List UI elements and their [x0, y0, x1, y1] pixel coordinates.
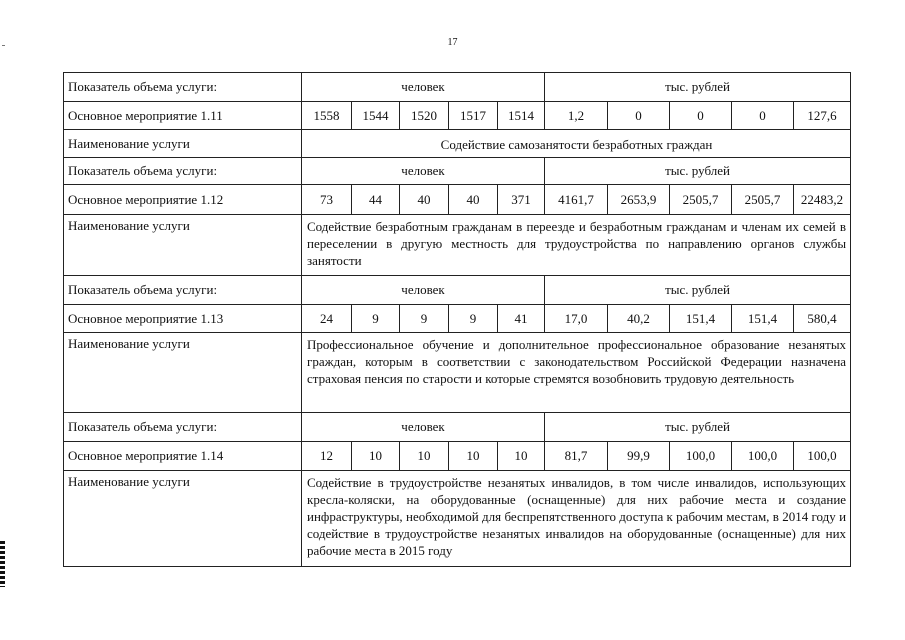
people-value: 10	[400, 442, 449, 471]
money-value: 2505,7	[670, 185, 732, 215]
people-value: 1517	[449, 102, 498, 130]
people-value: 40	[400, 185, 449, 215]
event-label: Основное мероприятие 1.14	[64, 442, 302, 471]
indicator-label: Показатель объема услуги:	[64, 158, 302, 185]
people-value: 40	[449, 185, 498, 215]
service-label: Наименование услуги	[64, 215, 302, 276]
unit-money: тыс. рублей	[545, 276, 851, 305]
indicator-row	[64, 413, 851, 442]
unit-people: человек	[302, 73, 545, 102]
money-value: 0	[608, 102, 670, 130]
money-value: 40,2	[608, 305, 670, 333]
scan-edge-mark	[0, 541, 5, 587]
money-value: 2653,9	[608, 185, 670, 215]
people-value: 10	[352, 442, 400, 471]
indicator-row	[64, 158, 851, 185]
people-value: 9	[449, 305, 498, 333]
people-value: 9	[400, 305, 449, 333]
people-value: 73	[302, 185, 352, 215]
event-row	[64, 102, 851, 130]
page-number: 17	[447, 37, 458, 48]
scan-artifact-dot	[2, 45, 5, 46]
indicator-label: Показатель объема услуги:	[64, 413, 302, 442]
money-value: 100,0	[794, 442, 851, 471]
indicator-label: Показатель объема услуги:	[64, 73, 302, 102]
people-value: 12	[302, 442, 352, 471]
service-row	[64, 130, 851, 158]
service-volume-table	[63, 72, 851, 567]
people-value: 9	[352, 305, 400, 333]
money-value: 127,6	[794, 102, 851, 130]
indicator-row	[64, 276, 851, 305]
people-value: 44	[352, 185, 400, 215]
event-label: Основное мероприятие 1.12	[64, 185, 302, 215]
people-value: 371	[498, 185, 545, 215]
people-value: 1520	[400, 102, 449, 130]
table-body	[64, 73, 851, 567]
money-value: 580,4	[794, 305, 851, 333]
money-value: 17,0	[545, 305, 608, 333]
money-value: 1,2	[545, 102, 608, 130]
people-value: 10	[449, 442, 498, 471]
money-value: 0	[732, 102, 794, 130]
event-row	[64, 442, 851, 471]
people-value: 1544	[352, 102, 400, 130]
people-value: 10	[498, 442, 545, 471]
event-label: Основное мероприятие 1.13	[64, 305, 302, 333]
money-value: 100,0	[732, 442, 794, 471]
money-value: 99,9	[608, 442, 670, 471]
people-value: 1514	[498, 102, 545, 130]
service-label: Наименование услуги	[64, 471, 302, 567]
unit-people: человек	[302, 413, 545, 442]
service-name: Содействие в трудоустройстве незанятых инвалидов, в том числе инвалидов, использующих кресла-коляски, на оборудованные (оснащенные) для них рабочие места и создание инфраструктуры, необходимой для беспрепятственного доступа к рабочим местам, в 2014 году и содействие в трудоустройстве незанятых инвалидов на оборудованные (оснащенные) для них рабочие места в 2015 году	[302, 471, 851, 567]
service-row	[64, 215, 851, 276]
service-name: Профессиональное обучение и дополнительное профессиональное образование незанятых граждан, которым в соответствии с законодательством Российской Федерации назначена страховая пенсия по старости и которые стремятся возобновить трудовую деятельность	[302, 333, 851, 413]
event-row	[64, 305, 851, 333]
money-value: 0	[670, 102, 732, 130]
money-value: 81,7	[545, 442, 608, 471]
service-label: Наименование услуги	[64, 333, 302, 413]
event-label: Основное мероприятие 1.11	[64, 102, 302, 130]
money-value: 151,4	[732, 305, 794, 333]
people-value: 41	[498, 305, 545, 333]
event-row	[64, 185, 851, 215]
money-value: 151,4	[670, 305, 732, 333]
people-value: 24	[302, 305, 352, 333]
service-name: Содействие самозанятости безработных граждан	[302, 130, 851, 158]
unit-money: тыс. рублей	[545, 413, 851, 442]
service-row	[64, 333, 851, 413]
service-label: Наименование услуги	[64, 130, 302, 158]
money-value: 22483,2	[794, 185, 851, 215]
service-row	[64, 471, 851, 567]
people-value: 1558	[302, 102, 352, 130]
indicator-row	[64, 73, 851, 102]
money-value: 100,0	[670, 442, 732, 471]
money-value: 2505,7	[732, 185, 794, 215]
service-name: Содействие безработным гражданам в переезде и безработным гражданам и членам их семей в переселении в другую местность для трудоустройства по направлению органов службы занятости	[302, 215, 851, 276]
unit-people: человек	[302, 276, 545, 305]
money-value: 4161,7	[545, 185, 608, 215]
indicator-label: Показатель объема услуги:	[64, 276, 302, 305]
unit-people: человек	[302, 158, 545, 185]
unit-money: тыс. рублей	[545, 158, 851, 185]
unit-money: тыс. рублей	[545, 73, 851, 102]
